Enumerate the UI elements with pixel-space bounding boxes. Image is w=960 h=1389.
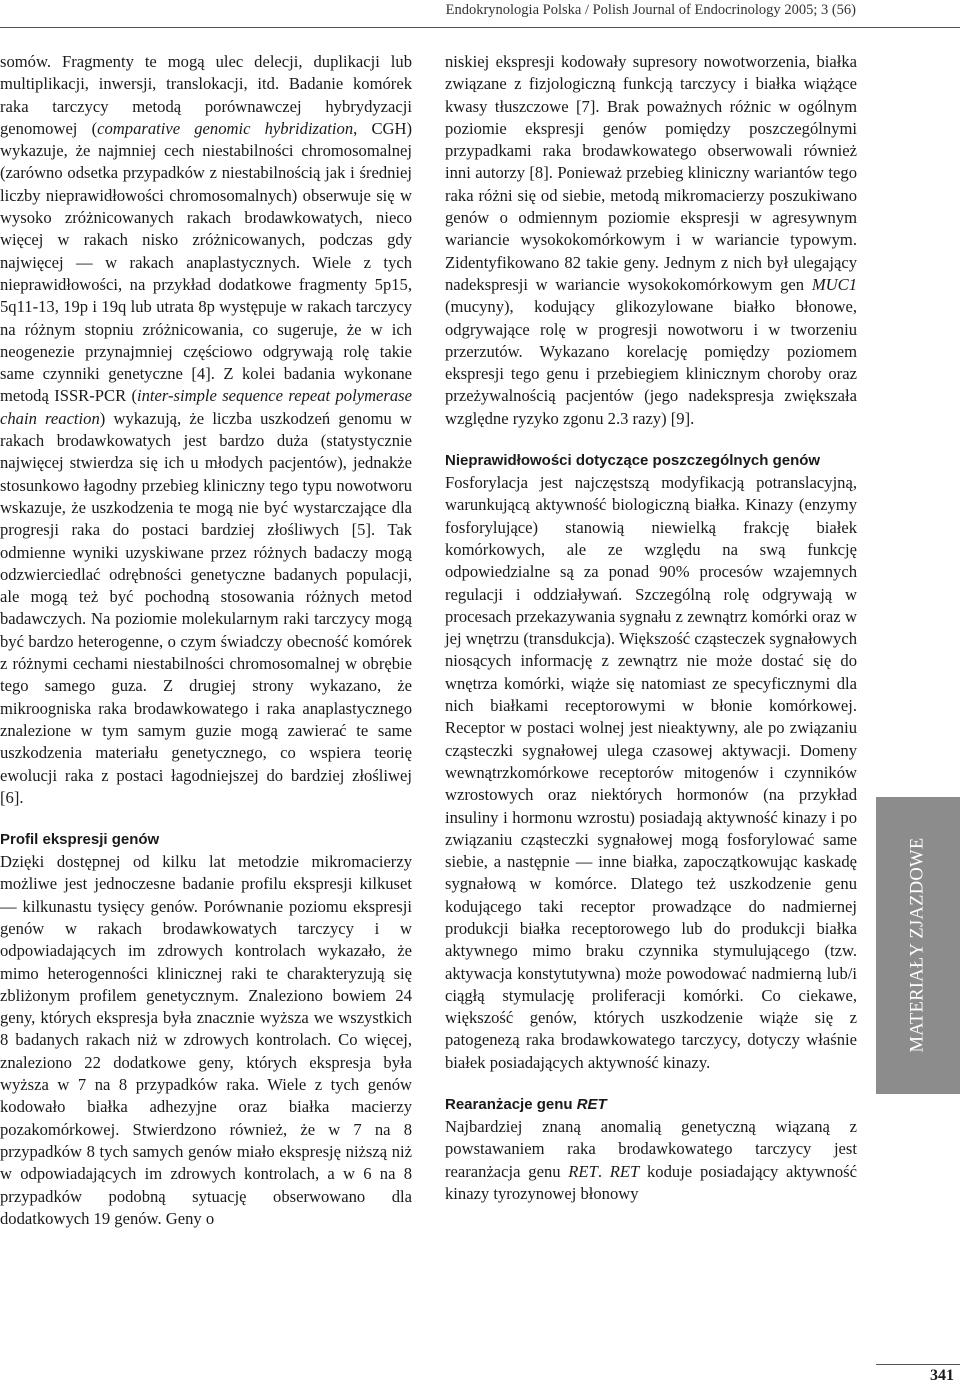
text-run: somów. Fragmenty te mogą ulec delecji, duplikacji lub multiplikacji, inwersji, translokacji, itd. Badanie komórek raka tarczycy metodą porównawczej hybrydyzacji genomowej ( xyxy=(0,52,412,138)
left-column xyxy=(0,51,412,1230)
text-run: , CGH) wykazuje, że najmniej cech niestabilności chromosomalnej (zarówno odsetka przypadków z niestabilnością jak i średniej liczby nieprawidłowości chromosomalnych) obserwuje się w wysoko zróżnicowanych rakach brodawkowatych, nieco więcej w rakach nisko zróżnicowanych, podczas gdy najwięcej — w rakach anaplastycznych. Wiele z tych nieprawidłowości, na przykład dodatkowe fragmenty 5p15, 5q11-13, 19p i 19q lub utrata 8p występuje w rakach tarczycy na różnym stopniu zróżnicowania, co sugeruje, że w ich neogenezie przynajmniej częściowo odgrywają rolę takie same czynniki genetyczne [4]. Z kolei badania wykonane metodą ISSR-PCR ( xyxy=(0,118,413,406)
section-side-tab xyxy=(876,797,960,1094)
section-label: MATERIAŁY ZJAZDOWE xyxy=(907,837,928,1053)
section-heading-gene-expression: Profil ekspresji genów xyxy=(0,831,160,849)
text-run: . xyxy=(597,1161,610,1181)
paragraph-chromosomal-instability xyxy=(0,51,412,809)
paragraph-ret xyxy=(445,1116,857,1205)
section-heading-ret xyxy=(445,1094,857,1116)
text-run: ) wykazują, że liczba uszkodzeń genomu w rakach brodawkowatych jest bardzo duża (statystycznie najwięcej stwierdza się ich u młodych pacjentów), jednakże stosunkowo łagodny przebieg kliniczny tego typu nowotworu wskazuje, że uszkodzenia te mogą nie być wystarczające dla progresji raka do postaci bardziej złośliwych [5]. Tak odmienne wyniki uzyskiwane przez różnych badaczy mogą odzwierciedlać odrębności genetyczne badanych populacji, ale mogą też być pochodną stosowania różnych metod badawczych. Na poziomie molekularnym raki tarczycy mogą być bardzo heterogenne, o czym świadczy obecność komórek z różnymi cechami niestabilności chromosomalnej w obrębie tego samego guza. Z drugiej strony wykazano, że mikroogniska raka brodawkowatego i raka anaplastycznego znalezione w tym samym guzie mogą zawierać te same uszkodzenia materiału genetycznego, co wspiera teorię ewolucji raka z postaci łagodniejszej do bardziej złośliwej [6]. xyxy=(0,408,412,807)
gene-name: RET xyxy=(576,1096,607,1114)
text-run: Najbardziej znaną anomalią genetyczną wiązaną z powstawaniem raka brodawkowatego tarczycy jest rearanżacja genu xyxy=(445,1117,857,1181)
gene-name: RET xyxy=(568,1161,598,1181)
paragraph-gene-expression: Dzięki dostępnej od kilku lat metodzie mikromacierzy możliwe jest jednoczesne badanie profilu ekspresji kilkuset — kilkunastu tysięcy genów. Porównanie poziomu ekspresji genów w rakach brodawkowatych tarczycy i w odpowiadających im zdrowych kontrolach wykazało, że mimo heterogenności klinicznej raki te charakteryzują się zbliżonym profilem genetycznym. Znaleziono bowiem 24 geny, których ekspresja była znacznie wyższa we wszystkich 8 badanych rakach niż w zdrowych kontrolach. Co więcej, znaleziono 22 dodatkowe geny, których ekspresja była wyższa w 7 na 8 przypadków raka. Wiele z tych genów kodowało białka adhezyjne oraz białka macierzy pozakomórkowej. Stwierdzono również, że w 7 na 8 przypadków 8 tych samych genów miało ekspresję niższą niż w odpowiadających im zdrowych kontrolach, a w 6 na 8 przypadków podobną sytuację obserwowano dla dodatkowych 19 genów. Geny o xyxy=(0,852,412,1228)
heading-text: Rearanżacje genu xyxy=(445,1096,577,1114)
term-cgh: comparative genomic hybridization xyxy=(97,118,354,138)
gene-name: RET xyxy=(609,1161,640,1181)
journal-citation xyxy=(446,0,856,20)
term-issr-pcr: inter-simple sequence repeat polymerase chain reaction xyxy=(0,386,412,428)
volume-info: 2005; 3 (56) xyxy=(784,2,856,18)
journal-name: Endokrynologia Polska / Polish Journal of Endocrinology xyxy=(445,2,781,18)
paragraph-kinases: Fosforylacja jest najczęstszą modyfikacją potranslacyjną, warunkującą aktywność biologiczną białka. Kinazy (enzymy fosforylujące) stanowią niewielką frakcję białek komórkowych, ale ze względu na swą funkcję odpowiedzialne są za ponad 90% procesów wzajemnych regulacji i oddziaływań. Szczególną rolę odgrywają w procesach przekazywania sygnału z zewnątrz komórki oraz w jej wnętrzu (transdukcja). Większość cząsteczek sygnałowych niosących informację z zewnątrz nie może dostać się do wnętrza komórki, wiąże się natomiast ze specyficznymi dla nich białkami receptorowymi w błonie komórkowej. Receptor w postaci wolnej jest nieaktywny, ale po związaniu cząsteczki sygnałowej ulega czasowej aktywacji. Domeny wewnątrzkomórkowe receptorów mitogenów i czynników wzrostowych oraz niektórych hormonów (na przykład insuliny i hormonu wzrostu) posiadają aktywność kinazy i po związaniu cząsteczki sygnałowej mogą fosforylować same siebie, a następnie — inne białka, zapoczątkowując kaskadę sygnałową w komórce. Dlatego też uszkodzenie genu kodującego taki receptor prowadzące do nadmiernej produkcji białka receptorowego lub do produkcji białka aktywnego mimo braku czynnika stymulującego (tzw. aktywacja konstytutywna) może powodować nadmierną lub/i ciągłą stymulację proliferacji komórki. Co ciekawe, większość genów, których uszkodzenie wiąże się z patogenezą raka brodawkowatego tarczycy, dotyczy właśnie białek posiadających aktywność kinazy. xyxy=(445,473,857,1072)
section-heading-gene-abnormalities: Nieprawidłowości dotyczące poszczególnych genów xyxy=(445,452,821,470)
text-run: niskiej ekspresji kodowały supresory nowotworzenia, białka związane z fizjologiczną funkcją tarczycy i białka wiążące kwasy tłuszczowe [7]. Brak poważnych różnic w ogólnym poziomie ekspresji genów pomiędzy poszczególnymi przypadkami raka brodawkowatego obserwowali również inni autorzy [8]. Ponieważ przebieg kliniczny wariantów tego raka różni się od siebie, metodą mikromacierzy poszukiwano genów o odmiennym poziomie ekspresji w agresywnym wariancie wysokokomórkowym i w wariancie typowym. Zidentyfikowano 82 takie geny. Jednym z nich był ulegający nadekspresji w wariancie wysokokomórkowym gen xyxy=(445,52,857,294)
text-run: koduje posiadający aktywność kinazy tyrozynowej błonowy xyxy=(445,1161,857,1203)
right-column xyxy=(445,51,857,1205)
page-number-box xyxy=(876,1364,960,1389)
page-number: 341 xyxy=(930,1367,954,1384)
running-header xyxy=(0,0,960,28)
paragraph-expression-continued xyxy=(445,51,857,430)
text-run: (mucyny), kodujący glikozylowane białko błonowe, odgrywające rolę w progresji nowotworu i w tworzeniu przerzutów. Wykazano korelację pomiędzy poziomem ekspresji tego genu i przebiegiem klinicznym choroby oraz przeżywalnością pacjentów (jego nadekspresja zwiększała względne ryzyko zgonu 2.3 razy) [9]. xyxy=(445,297,857,428)
gene-name: MUC1 xyxy=(811,274,857,294)
